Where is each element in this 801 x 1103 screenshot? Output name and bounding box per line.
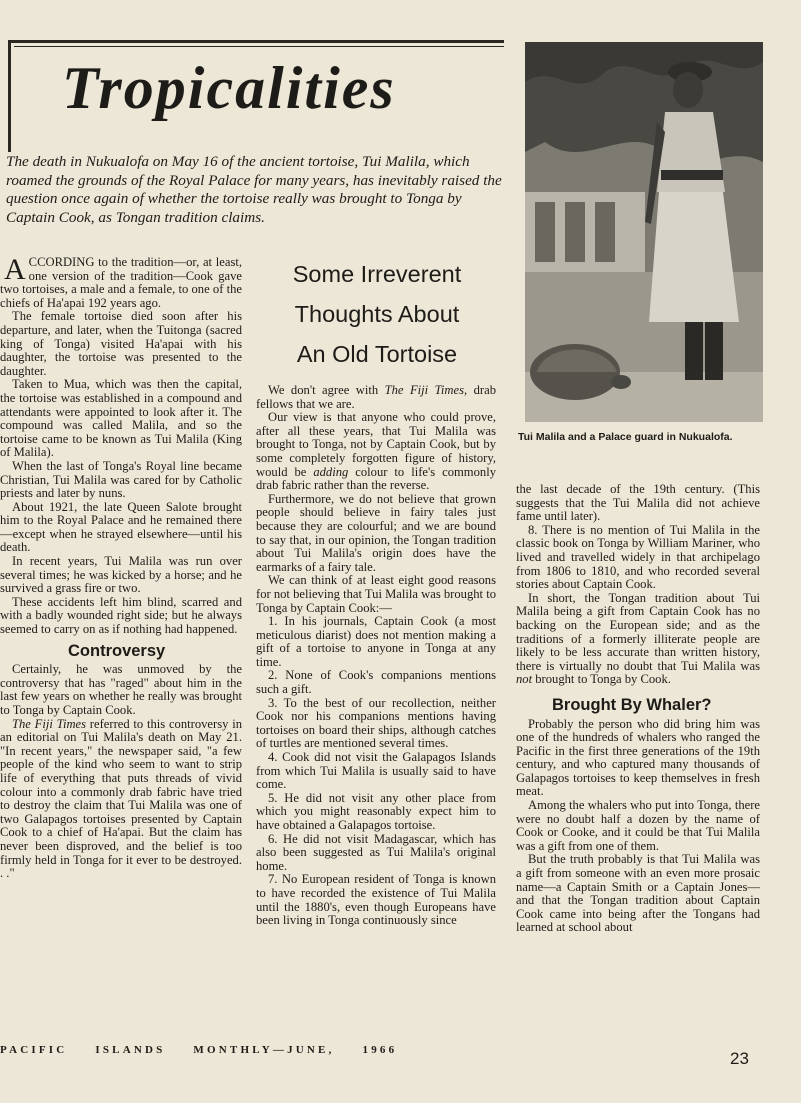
col1-paragraph-3: Taken to Mua, which was then the capital, the tortoise was established in a compound and attendants were appointed to look after it. The compound was called Malila, and so the tortoise came to be known as Tui Malila (King of Malila).	[0, 377, 242, 460]
deck-text: The death in Nukualofa on May 16 of the ancient tortoise, Tui Malila, which roamed the grounds of the Royal Palace for many years, has inevitably raised the question once again of whether the tortoise really was brought to Tonga by Captain Cook, as Tongan tradition claims.	[6, 153, 502, 226]
footer-word-3: MONTHLY—JUNE,	[193, 1044, 335, 1056]
col2-reason-3: 3. To the best of our recollection, neither Cook nor his companions mentions having tortoises on board their ships, although catches of turtles are mentioned several times.	[256, 695, 496, 751]
col2-reason-1: 1. In his journals, Captain Cook (a most meticulous diarist) does not mention making a gift of a tortoise to anyone in Tonga at any time.	[256, 614, 496, 669]
col3-paragraph-3: In short, the Tongan tradition about Tui Malila being a gift from Captain Cook has no backing on the European side; and as the traditions of a formerly illiterate people are likely to be less accurate than written history, there is virtually no doubt that Tui Malila was not brought to Tonga by Cook.	[516, 590, 760, 687]
drop-cap: A	[4, 253, 26, 286]
col3-paragraph-1: the last decade of the 19th century. (This suggests that the Tui Malila did not achieve fame until later).	[516, 482, 760, 524]
col1-paragraph-8: Certainly, he was unmoved by the controversy that has "raged" about him in the last few years on whether he really was brought to Tonga by Captain Cook.	[0, 662, 242, 717]
footer-year: 1966	[362, 1044, 398, 1056]
col2-paragraph-2: Our view is that anyone who could prove, after all these years, that Tui Malila was brought to Tonga, not by Captain Cook, but by some completely forgotten figure of history, would be adding colour to life's commonly drab fabric rather than the reverse.	[256, 410, 496, 493]
top-rule-inner	[14, 46, 504, 47]
col2-reason-4: 4. Cook did not visit the Galapagos Islands from which Tui Malila is usually said to have come.	[256, 750, 496, 792]
col3-paragraph-5: Among the whalers who put into Tonga, there were no doubt half a dozen by the name of Cook or Cooke, and it could be that Tui Malila was a gift from one of them.	[516, 798, 760, 853]
col2-reason-5: 5. He did not visit any other place from which you might reasonably expect him to have obtained a Galapagos tortoise.	[256, 790, 496, 832]
article-headline	[256, 254, 498, 374]
col3-reason-8: 8. There is no mention of Tui Malila in the classic book on Tonga by William Mariner, who lived and travelled widely in that archipelago from 1806 to 1810, and who recorded several stories about Captain Cook.	[516, 522, 760, 592]
col1-paragraph-5: About 1921, the late Queen Salote brought him to the Royal Palace and he remained there—except when he strayed elsewhere—until his death.	[0, 499, 242, 555]
col2-paragraph-3: Furthermore, we do not believe that grown people should believe in fairy tales just because they are colourful; and we are bound to say that, in our opinion, the Tongan tradition about Tui Malila's origin does have the earmarks of a fairy tale.	[256, 491, 496, 574]
footer-line	[0, 1044, 419, 1056]
col1-paragraph-2: The female tortoise died soon after his departure, and later, when the Tuitonga (sacred king of Tonga) visited Ha'apai with his daughter, the tortoise was presented to the daughter.	[0, 309, 242, 378]
col1-paragraph-1: ACCORDING to the tradition—or, at least, one version of the tradition—Cook gave two tortoises, a male and a female, to one of the chiefs of Ha'apai 192 years ago.	[0, 253, 242, 310]
headline-line-1: Some Irreverent	[292, 261, 462, 287]
col3-paragraph-4: Probably the person who did bring him was one of the hundreds of whalers who ranged the Pacific in the first three generations of the 19th century, and who captured many thousands of Galapagos tortoises to keep themselves in fresh meat.	[516, 716, 760, 799]
footer-word-1: PACIFIC	[0, 1044, 68, 1056]
column-3	[516, 483, 760, 935]
col1-paragraph-9: The Fiji Times referred to this controversy in an editorial on Tui Malila's death on May 21. "In recent years," the newspaper said, "a few people of the kind who seem to want to strip life of everything that puts threads of vivid colour into a commonly drab fabric have tried to destroy the claim that Tui Malila was one of two Galapagos tortoises presented by Captain Cook to a chief of Ha'apai. But the claim has never been disproved, and the belief is too firmly held in Tonga for it ever to be destroyed. . ."	[0, 716, 242, 881]
left-rule	[8, 40, 11, 152]
col2-paragraph-4: We can think of at least eight good reasons for not believing that Tui Malila was brought to Tonga by Captain Cook:—	[256, 573, 496, 615]
col2-reason-7: 7. No European resident of Tonga is known to have recorded the existence of Tui Malila until the 1880's, even though Europeans have been living in Tonga continuously since	[256, 872, 496, 928]
masthead: Tropicalities	[62, 55, 396, 121]
col1-paragraph-4: When the last of Tonga's Royal line became Christian, Tui Malila was cared for by Catholic priests and later by nuns.	[0, 458, 242, 501]
col2-paragraph-1: We don't agree with The Fiji Times, drab fellows that we are.	[256, 383, 497, 411]
headline-line-3: An Old Tortoise	[296, 341, 458, 367]
col1-paragraph-7: These accidents left him blind, scarred and with a badly wounded right side; but he always seemed to carry on as if nothing had happened.	[0, 594, 242, 637]
column-1	[0, 253, 242, 881]
headline-line-2: Thoughts About	[294, 301, 460, 327]
photo-caption: Tui Malila and a Palace guard in Nukualofa.	[518, 431, 733, 443]
top-rule	[8, 40, 504, 43]
page-number: 23	[730, 1049, 749, 1068]
col2-reason-2: 2. None of Cook's companions mentions such a gift.	[256, 668, 496, 697]
photo-guard-tortoise	[525, 42, 763, 422]
col2-reason-6: 6. He did not visit Madagascar, which has also been suggested as Tui Malila's original home.	[256, 831, 496, 873]
subhead-brought-by-whaler: Brought By Whaler?	[552, 695, 712, 714]
col1-paragraph-6: In recent years, Tui Malila was run over several times; he was kicked by a horse; and he survived a grass fire or two.	[0, 554, 242, 596]
subhead-controversy: Controversy	[68, 641, 166, 660]
photo-illustration	[525, 42, 763, 422]
col3-paragraph-6: But the truth probably is that Tui Malila was a gift from someone with an even more prosaic name—a Captain Smith or a Captain Jones—and that the Tongan tradition about Captain Cook came into being after the Tongans had learned at school about	[516, 852, 760, 935]
footer-word-2: ISLANDS	[95, 1044, 166, 1056]
column-2	[256, 384, 496, 928]
